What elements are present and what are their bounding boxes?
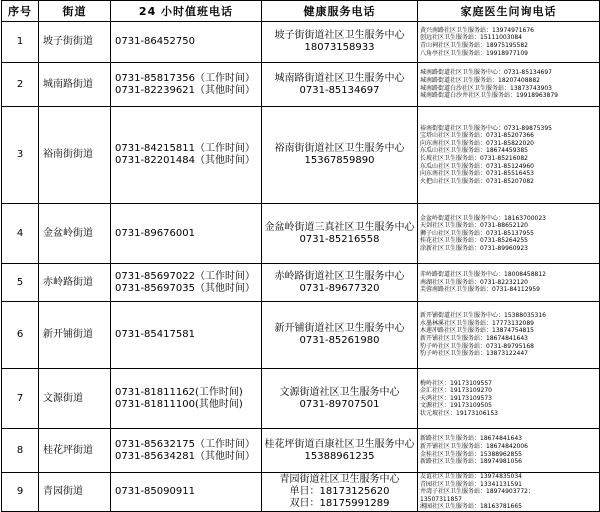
contact-table-sheet	[1, 0, 599, 512]
family-doctor-list-line: 裕南街街道社区卫生服务中心：0731-89875395	[420, 124, 552, 132]
family-doctor-list-line: 豹子岭社区卫生服务站：13873122447	[420, 350, 528, 358]
health-service-info-line: 金盆岭街道三真社区卫生服务中心	[264, 221, 415, 233]
family-doctor-list-line: 青山祠社区卫生服务站：18975195582	[420, 42, 528, 49]
family-doctor-list-line: 芙蓉南路社区卫生服务站：0731-84112959	[420, 286, 540, 294]
street-name: 金盆岭街道	[39, 204, 111, 264]
family-doctor-list	[418, 63, 600, 107]
family-doctor-list-line: 金汇社区：19173109270	[420, 387, 492, 395]
hotline-numbers-line: 0731-86452750	[115, 36, 195, 47]
hotline-numbers	[111, 429, 262, 473]
hotline-numbers	[111, 302, 262, 369]
health-service-info	[262, 302, 418, 369]
family-doctor-list-line: 东瓜山社区卫生服务站：18674459385	[420, 147, 528, 155]
family-doctor-list-line: 新开铺社区卫生服务站：18674841643	[420, 335, 528, 342]
hotline-numbers-line: 0731-82201484（其他时间）	[115, 155, 255, 166]
family-doctor-list	[418, 473, 600, 512]
health-service-info-line: 单日：18173125620	[289, 485, 390, 497]
family-doctor-list	[418, 369, 600, 429]
street-name: 裕南街街道	[39, 107, 111, 204]
table-row	[2, 429, 600, 473]
family-doctor-list-line: 新路社区卫生服务站：18974981056	[420, 458, 522, 466]
health-service-info-line: 18073158933	[304, 42, 375, 53]
family-doctor-list-line: 黄兴南路社区卫生服务站：13974971676	[420, 26, 534, 34]
family-doctor-list-line: 桂花社区卫生服务站：0731-85264255	[420, 237, 528, 245]
family-doctor-list	[418, 302, 600, 369]
street-name: 城南路街道	[39, 63, 111, 107]
row-number: 6	[2, 302, 39, 369]
family-doctor-list-line: 状元坡社区：19173106153	[420, 409, 498, 417]
family-doctor-list-line: 东瓜山社区卫生服务站：0731-85124960	[420, 162, 534, 170]
street-name: 青园街道	[39, 473, 111, 512]
family-doctor-list-line: 新路社区卫生服务站：18674841643	[420, 435, 522, 443]
hotline-numbers-line: 0731-85697022（工作时间）	[115, 270, 255, 282]
table-row	[2, 107, 600, 204]
hotline-numbers-line: 0731-81811100(其他时间)	[115, 398, 243, 410]
family-doctor-list-line: 金桂社区卫生服务站：15388962855	[420, 450, 522, 458]
family-doctor-list-line: 梅岭社区：19173109557	[420, 379, 492, 387]
health-service-info-line: 15388961235	[304, 450, 375, 462]
family-doctor-list	[418, 107, 600, 204]
family-doctor-list-line: 涂新社区卫生服务站：0731-89960923	[420, 244, 528, 252]
family-doctor-list-line: 南湖社区卫生服务站：0731-82232120	[420, 278, 528, 286]
hotline-numbers-line: 0731-85634281（其他时间）	[115, 450, 255, 462]
family-doctor-list-line: 木莲冲路社区卫生服务站：13874754815	[420, 327, 534, 335]
health-service-info-line: 裕南街街道社区卫生服务中心	[274, 143, 405, 154]
street-name: 赤岭路街道	[39, 264, 111, 302]
health-service-info-line: 0731-89707501	[299, 398, 380, 410]
table-body	[2, 22, 600, 512]
health-service-info	[262, 264, 418, 302]
row-number: 8	[2, 429, 39, 473]
family-doctor-list-line: 八角亭社区卫生服务站：19918977109	[420, 49, 528, 57]
health-service-info-line: 0731-85134697	[299, 84, 380, 96]
hotline-numbers-line: 0731-85417581	[115, 329, 195, 340]
header-street: 街道	[39, 1, 111, 22]
family-doctor-list-line: 青园社区卫生服务站：13341131591	[420, 480, 522, 488]
health-service-info	[262, 204, 418, 264]
family-doctor-list-line: 创远社区卫生服务站：15111003084	[420, 34, 522, 42]
hotline-numbers-line: 0731-85817356（工作时间）	[115, 72, 255, 84]
health-service-info-line: 青园街道社区卫生服务中心	[279, 473, 400, 485]
health-service-info	[262, 22, 418, 63]
hotline-numbers	[111, 107, 262, 204]
health-service-info-line: 坡子街街道社区卫生服务中心	[274, 30, 405, 41]
row-number: 2	[2, 63, 39, 107]
family-doctor-list-line: 井湾子社区卫生服务站：18974903772；	[420, 488, 534, 496]
street-name: 文源街道	[39, 369, 111, 429]
health-service-info-line: 文源街道社区卫生服务中心	[279, 386, 400, 398]
family-doctor-list-line: 友谊社区卫生服务站：13974835034	[420, 473, 522, 480]
hotline-numbers	[111, 22, 262, 63]
family-doctor-list-line: 城南路街道社区卫生服务中心：0731-85134697	[420, 69, 552, 77]
family-doctor-list-line: 火把山社区卫生服务站：0731-85207082	[420, 177, 534, 185]
health-service-info	[262, 107, 418, 204]
hotline-numbers-line: 0731-84215811（工作时间）	[115, 143, 255, 154]
family-doctor-list-line: 城南路街道白沙社区卫生服务站：13873743903	[420, 84, 552, 92]
family-doctor-list-line: 向东南社区卫生服务站：0731-85822020	[420, 139, 534, 147]
family-doctor-list-line: 湘园社区卫生服务站：18163781665	[420, 503, 522, 511]
family-doctor-list	[418, 204, 600, 264]
health-service-info-line: 0731-85261980	[299, 335, 380, 346]
family-doctor-list-line: 狮子山社区卫生服务站：0731-85137955	[420, 229, 534, 237]
hotline-numbers-line: 0731-85697035（其他时间）	[115, 282, 255, 294]
health-service-info-line: 0731-89677320	[299, 282, 380, 294]
header-hotline: 24 小时值班电话	[111, 1, 262, 22]
family-doctor-list-line: 赤岭路街道社区卫生服务中心：18008458812	[420, 271, 546, 279]
family-doctor-list	[418, 22, 600, 63]
family-doctor-list-line: 水墨林溪社区卫生服务站：17773132089	[420, 319, 534, 327]
table-header-row	[2, 1, 600, 22]
hotline-numbers-line: 0731-89676001	[115, 227, 195, 239]
street-name: 新开铺街道	[39, 302, 111, 369]
health-service-info-line: 15367859890	[304, 155, 375, 166]
table-row	[2, 22, 600, 63]
family-doctor-list-line: 天鸿社区：19173109573	[420, 394, 492, 402]
hotline-numbers-line: 0731-81811162(工作时间)	[115, 386, 243, 398]
family-doctor-list-line: 文源社区：19173109505	[420, 402, 492, 410]
health-service-info-line: 双日：18175991289	[289, 497, 390, 509]
table-row	[2, 63, 600, 107]
family-doctor-list-line: 城南路街道社区卫生服务站：18207408882	[420, 76, 540, 84]
row-number: 1	[2, 22, 39, 63]
hotline-numbers	[111, 369, 262, 429]
family-doctor-list-line: 天剑社区卫生服务站：0731-88652120	[420, 222, 528, 230]
health-service-info-line: 城南路街道社区卫生服务中心	[274, 72, 405, 84]
family-doctor-list	[418, 429, 600, 473]
table-row	[2, 302, 600, 369]
family-doctor-list	[418, 264, 600, 302]
table-row	[2, 204, 600, 264]
health-service-info	[262, 429, 418, 473]
health-service-info-line: 桂花坪街道百康社区卫生服务中心	[264, 438, 415, 450]
row-number: 9	[2, 473, 39, 512]
health-service-info	[262, 473, 418, 512]
hotline-numbers-line: 0731-82239621（其他时间）	[115, 84, 255, 96]
table-row	[2, 369, 600, 429]
hotline-numbers	[111, 264, 262, 302]
health-service-info-line: 0731-85216558	[299, 233, 380, 245]
family-doctor-list-line: 新开铺社区卫生服务站：18674842006	[420, 442, 528, 450]
hotline-numbers	[111, 204, 262, 264]
table-row	[2, 473, 600, 512]
family-doctor-list-line: 13507311857	[420, 495, 462, 503]
row-number: 4	[2, 204, 39, 264]
family-doctor-list-line: 城南路街道白沙井社区卫生服务站：19918963879	[420, 92, 558, 100]
header-family: 家庭医生问询电话	[418, 1, 600, 22]
health-service-info-line: 赤岭路街道社区卫生服务中心	[274, 270, 405, 282]
health-service-info	[262, 63, 418, 107]
health-service-info-line: 新开铺街道社区卫生服务中心	[274, 323, 405, 334]
family-doctor-list-line: 向东南社区卫生服务站：0731-85516453	[420, 170, 534, 178]
hotline-numbers-line: 0731-85632175（工作时间）	[115, 438, 255, 450]
table-row	[2, 264, 600, 302]
header-health: 健康服务电话	[262, 1, 418, 22]
hotline-numbers	[111, 63, 262, 107]
row-number: 5	[2, 264, 39, 302]
family-doctor-list-line: 宝塔山社区卫生服务站：0731-85207366	[420, 132, 534, 140]
header-no: 序号	[2, 1, 39, 22]
row-number: 7	[2, 369, 39, 429]
family-doctor-list-line: 豹子岭社区卫生服务站：0731-89795168	[420, 342, 534, 350]
hotline-numbers-line: 0731-85090911	[115, 485, 195, 497]
contact-table	[1, 0, 600, 512]
street-name: 坡子街街道	[39, 22, 111, 63]
family-doctor-list-line: 金盆岭街道社区卫生服务中心：18163700023	[420, 214, 546, 222]
hotline-numbers	[111, 473, 262, 512]
family-doctor-list-line: 新开铺街道社区卫生服务中心：15388035316	[420, 312, 546, 320]
health-service-info	[262, 369, 418, 429]
family-doctor-list-line: 长坡社区卫生服务站：0731-85216082	[420, 155, 528, 162]
row-number: 3	[2, 107, 39, 204]
street-name: 桂花坪街道	[39, 429, 111, 473]
